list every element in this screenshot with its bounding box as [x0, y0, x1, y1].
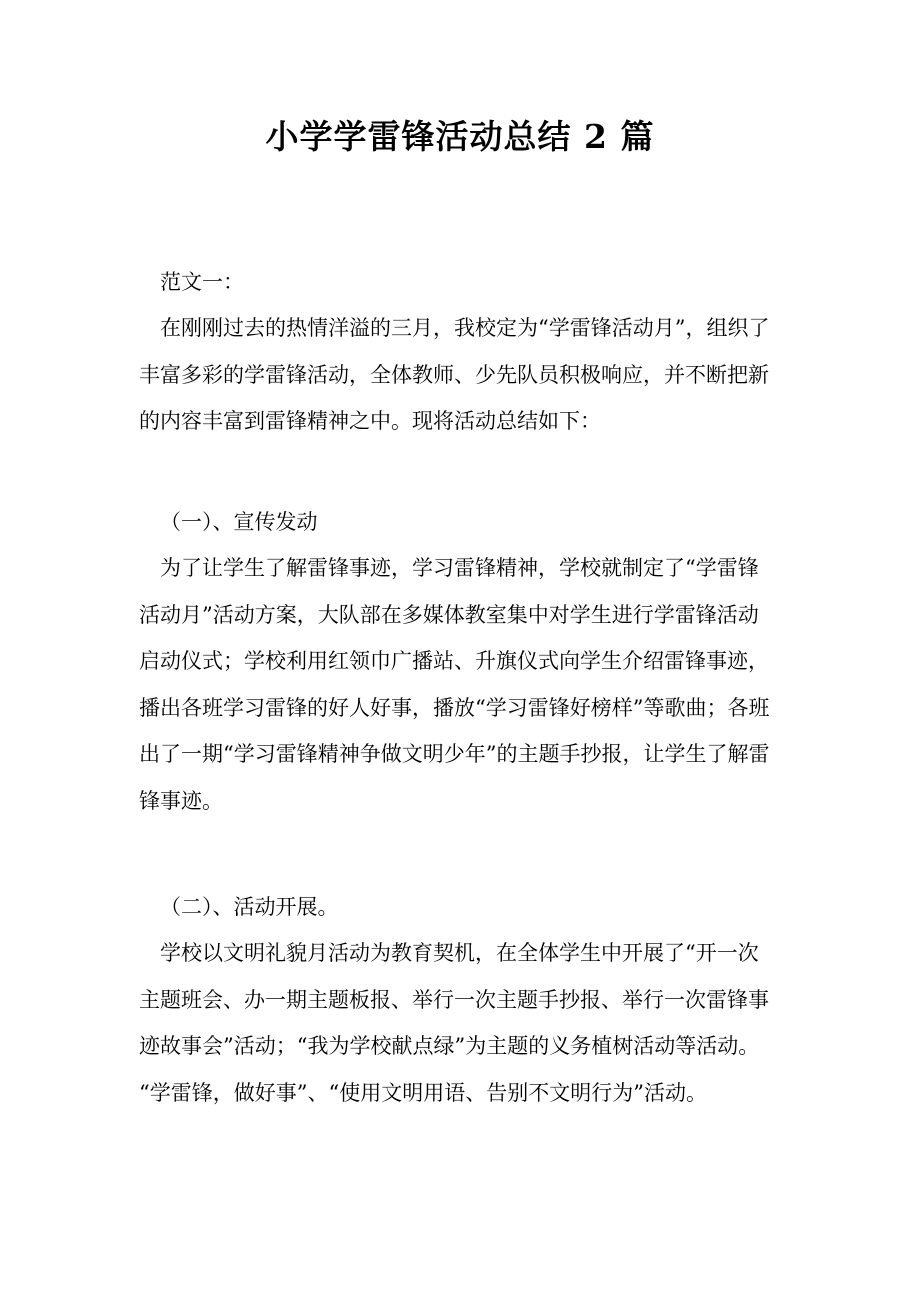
text-line: 播出各班学习雷锋的好人好事，播放“学习雷锋好榜样”等歌曲；各班 [139, 695, 770, 720]
text-line: 学校以文明礼貌月活动为教育契机，在全体学生中开展了“开一次 [160, 941, 759, 965]
text-line: 锋事迹。 [139, 788, 223, 813]
text-line: （二）、活动开展。 [160, 895, 339, 919]
text-line: （一）、宣传发动 [160, 510, 318, 534]
section-heading-2 [139, 884, 781, 931]
document-title: 小学学雷锋活动总结 2 篇 [265, 117, 655, 156]
section-1-paragraph [139, 545, 781, 824]
text-line: 范文一： [160, 270, 244, 294]
text-line: “学雷锋，做好事”、“使用文明用语、告别不文明行为”活动。 [139, 1080, 707, 1105]
intro-paragraph [139, 305, 781, 445]
section-2-paragraph [139, 930, 781, 1116]
fanwen-label [139, 259, 781, 306]
text-line: 为了让学生了解雷锋事迹，学习雷锋精神，学校就制定了“学雷锋 [160, 556, 759, 580]
text-line: 的内容丰富到雷锋精神之中。现将活动总结如下： [139, 409, 601, 433]
text-line: 启动仪式；学校利用红领巾广播站、升旗仪式向学生介绍雷锋事迹， [139, 649, 769, 673]
text-line: 迹故事会”活动；“我为学校献点绿”为主题的义务植树活动等活动。 [139, 1034, 760, 1058]
text-line: 在刚刚过去的热情洋溢的三月，我校定为“学雷锋活动月”，组织了 [160, 316, 770, 340]
text-line: 出了一期“学习雷锋精神争做文明少年”的主题手抄报，让学生了解雷 [139, 742, 770, 766]
section-heading-1 [139, 499, 781, 546]
text-line: 丰富多彩的学雷锋活动，全体教师、少先队员积极响应，并不断把新 [139, 362, 769, 387]
text-line: 活动月”活动方案，大队部在多媒体教室集中对学生进行学雷锋活动 [139, 602, 759, 627]
text-line: 主题班会、办一期主题板报、举行一次主题手抄报、举行一次雷锋事 [139, 987, 769, 1012]
